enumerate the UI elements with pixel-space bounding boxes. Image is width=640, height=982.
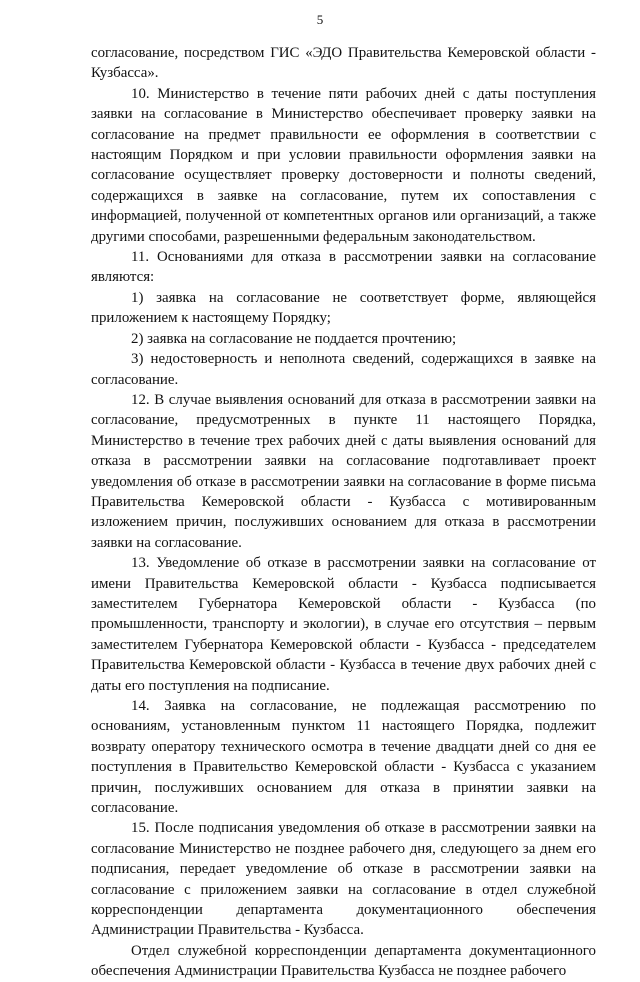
paragraph-11-item-3: 3) недостоверность и неполнота сведений, содержащихся в заявке на согласование. bbox=[91, 351, 596, 388]
paragraph-12: 12. В случае выявления оснований для отказа в рассмотрении заявки на согласование, предусмотренных в пункте 11 настоящего Порядка, Министерство в течение трех рабочих дней с даты выявления оснований для отказа в рассмотрении заявки на согласование подготавливает проект уведомления об отказе в рассмотрении заявки на согласование в форме письма Правительства Кемеровской области - Кузбасса с мотивированным изложением причин, послуживших основанием для отказа в рассмотрении заявки на согласование. bbox=[91, 391, 596, 551]
document-body bbox=[91, 43, 596, 982]
paragraph-11: 11. Основаниями для отказа в рассмотрении заявки на согласование являются: bbox=[91, 249, 596, 286]
paragraph-continuation: согласование, посредством ГИС «ЭДО Правительства Кемеровской области - Кузбасса». bbox=[91, 45, 596, 82]
page-number: 5 bbox=[316, 12, 324, 27]
paragraph-13: 13. Уведомление об отказе в рассмотрении заявки на согласование от имени Правительства Кемеровской области - Кузбасса подписывается заместителем Губернатора Кемеровской области - Кузбасса (по промышленности, транспорту и экологии), в случае его отсутствия – первым заместителем Губернатора Кемеровской области - Кузбасса - председателем Правительства Кемеровской области - Кузбасса в течение двух рабочих дней с даты его поступления на подписание. bbox=[91, 555, 596, 694]
paragraph-15: 15. После подписания уведомления об отказе в рассмотрении заявки на согласование Министерство не позднее рабочего дня, следующего за днем его подписания, передает уведомление об отказе в рассмотрении заявки на согласование с приложением заявки на согласование в отдел служебной корреспонденции департамента документационного обеспечения Администрации Правительства - Кузбасса. bbox=[91, 820, 596, 939]
paragraph-11-item-1: 1) заявка на согласование не соответствует форме, являющейся приложением к настоящему Порядку; bbox=[91, 289, 596, 327]
paragraph-15-continued: Отдел служебной корреспонденции департамента документационного обеспечения Администрации Правительства Кузбасса не позднее рабочего bbox=[91, 942, 596, 980]
paragraph-10: 10. Министерство в течение пяти рабочих дней с даты поступления заявки на согласование в Министерство обеспечивает проверку заявки на согласование на предмет правильности ее оформления в соответствии с настоящим Порядком и при условии правильности оформления заявки на согласование осуществляет проверку достоверности и полноты сведений, содержащихся в заявке на согласование, путем их сопоставления с информацией, полученной от компетентных органов или организаций, а также другими способами, разрешенными федеральным законодательством. bbox=[91, 85, 596, 245]
paragraph-14: 14. Заявка на согласование, не подлежащая рассмотрению по основаниям, установленным пунктом 11 настоящего Порядка, подлежит возврату оператору технического осмотра в течение двадцати дней со дня ее поступления в Правительство Кемеровской области - Кузбасса с указанием причин, послуживших основанием для отказа в принятии заявки на согласование. bbox=[91, 698, 596, 817]
paragraph-11-item-2: 2) заявка на согласование не поддается прочтению; bbox=[131, 330, 457, 347]
